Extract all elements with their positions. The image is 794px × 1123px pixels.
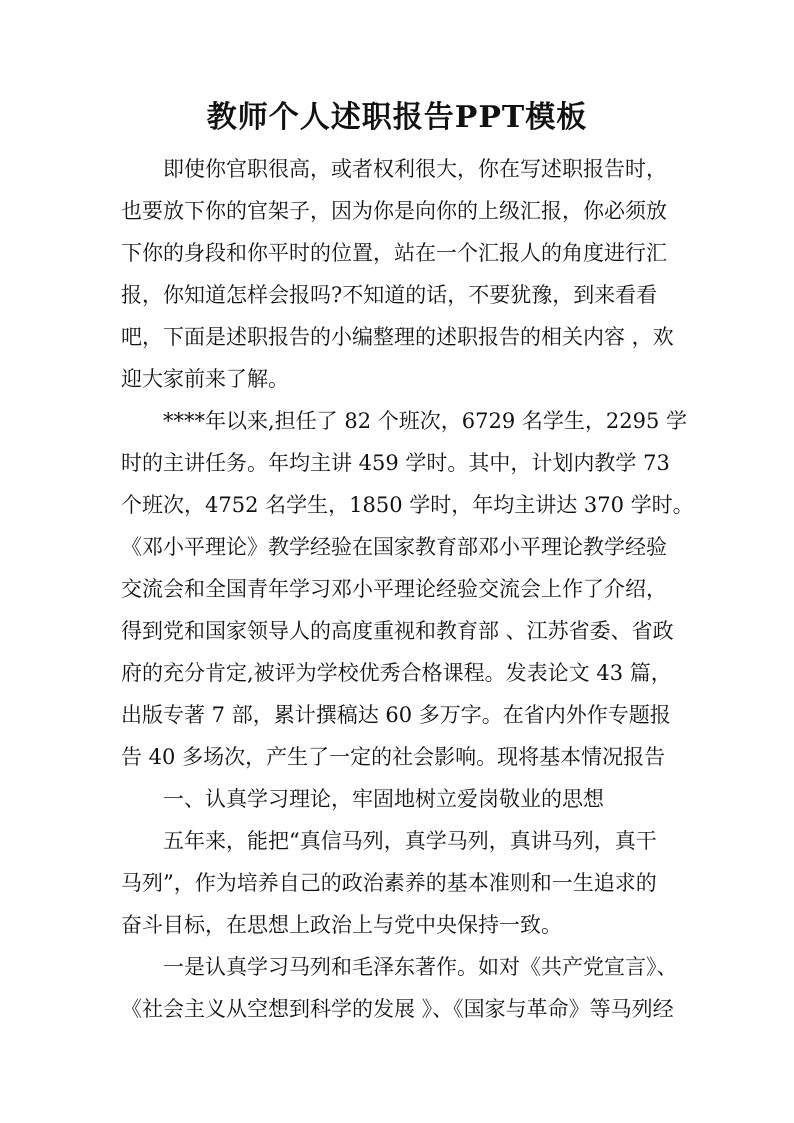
text-line: ****年以来,担任了 82 个班次，6729 名学生，2295 学 — [121, 409, 687, 433]
text-line: 《社会主义从空想到科学的发展 》、《国家与革命》等马列经 — [121, 997, 674, 1021]
text-line: 告 40 多场次，产生了一定的社会影响。现将基本情况报告 — [121, 745, 666, 769]
text-line: 得到党和国家领导人的高度重视和教育部 、江苏省委、省政 — [121, 619, 674, 643]
text-line: 也要放下你的官架子，因为你是向你的上级汇报，你必须放 — [121, 199, 667, 223]
section-heading: 一、认真学习理论，牢固地树立爱岗敬业的思想 — [121, 787, 604, 811]
text-line: 吧，下面是述职报告的小编整理的述职报告的相关内容 ，欢 — [121, 325, 674, 349]
text-line: 个班次，4752 名学生，1850 学时，年均主讲达 370 学时。 — [121, 493, 694, 517]
text-line: 报，你知道怎样会报吗?不知道的话，不要犹豫，到来看看 — [121, 283, 658, 307]
text-line: 马列”，作为培养自己的政治素养的基本准则和一生追求的 — [121, 871, 657, 895]
text-line: 下你的身段和你平时的位置，站在一个汇报人的角度进行汇 — [121, 241, 667, 265]
document-body — [121, 148, 694, 1030]
text-line: 一是认真学习马列和毛泽东著作。如对《共产党宣言》、 — [121, 955, 678, 979]
text-line: 交流会和全国青年学习邓小平理论经验交流会上作了介绍， — [121, 577, 667, 601]
text-line: 奋斗目标，在思想上政治上与党中央保持一致。 — [121, 913, 562, 937]
text-line: 出版专著 7 部，累计撰稿达 60 多万字。在省内外作专题报 — [121, 703, 671, 727]
text-line: 五年来，能把“真信马列，真学马列，真讲马列，真干 — [121, 829, 657, 853]
text-line: 迎大家前来了解。 — [121, 367, 289, 391]
text-line: 《邓小平理论》教学经验在国家教育部邓小平理论教学经验 — [121, 535, 667, 559]
text-line: 即使你官职很高，或者权利很大，你在写述职报告时， — [121, 157, 667, 181]
text-line: 府的充分肯定,被评为学校优秀合格课程。发表论文 43 篇， — [121, 661, 672, 685]
text-line: 时的主讲任务。年均主讲 459 学时。其中，计划内教学 73 — [121, 451, 670, 475]
document-title: 教师个人述职报告PPT模板 — [206, 100, 588, 135]
